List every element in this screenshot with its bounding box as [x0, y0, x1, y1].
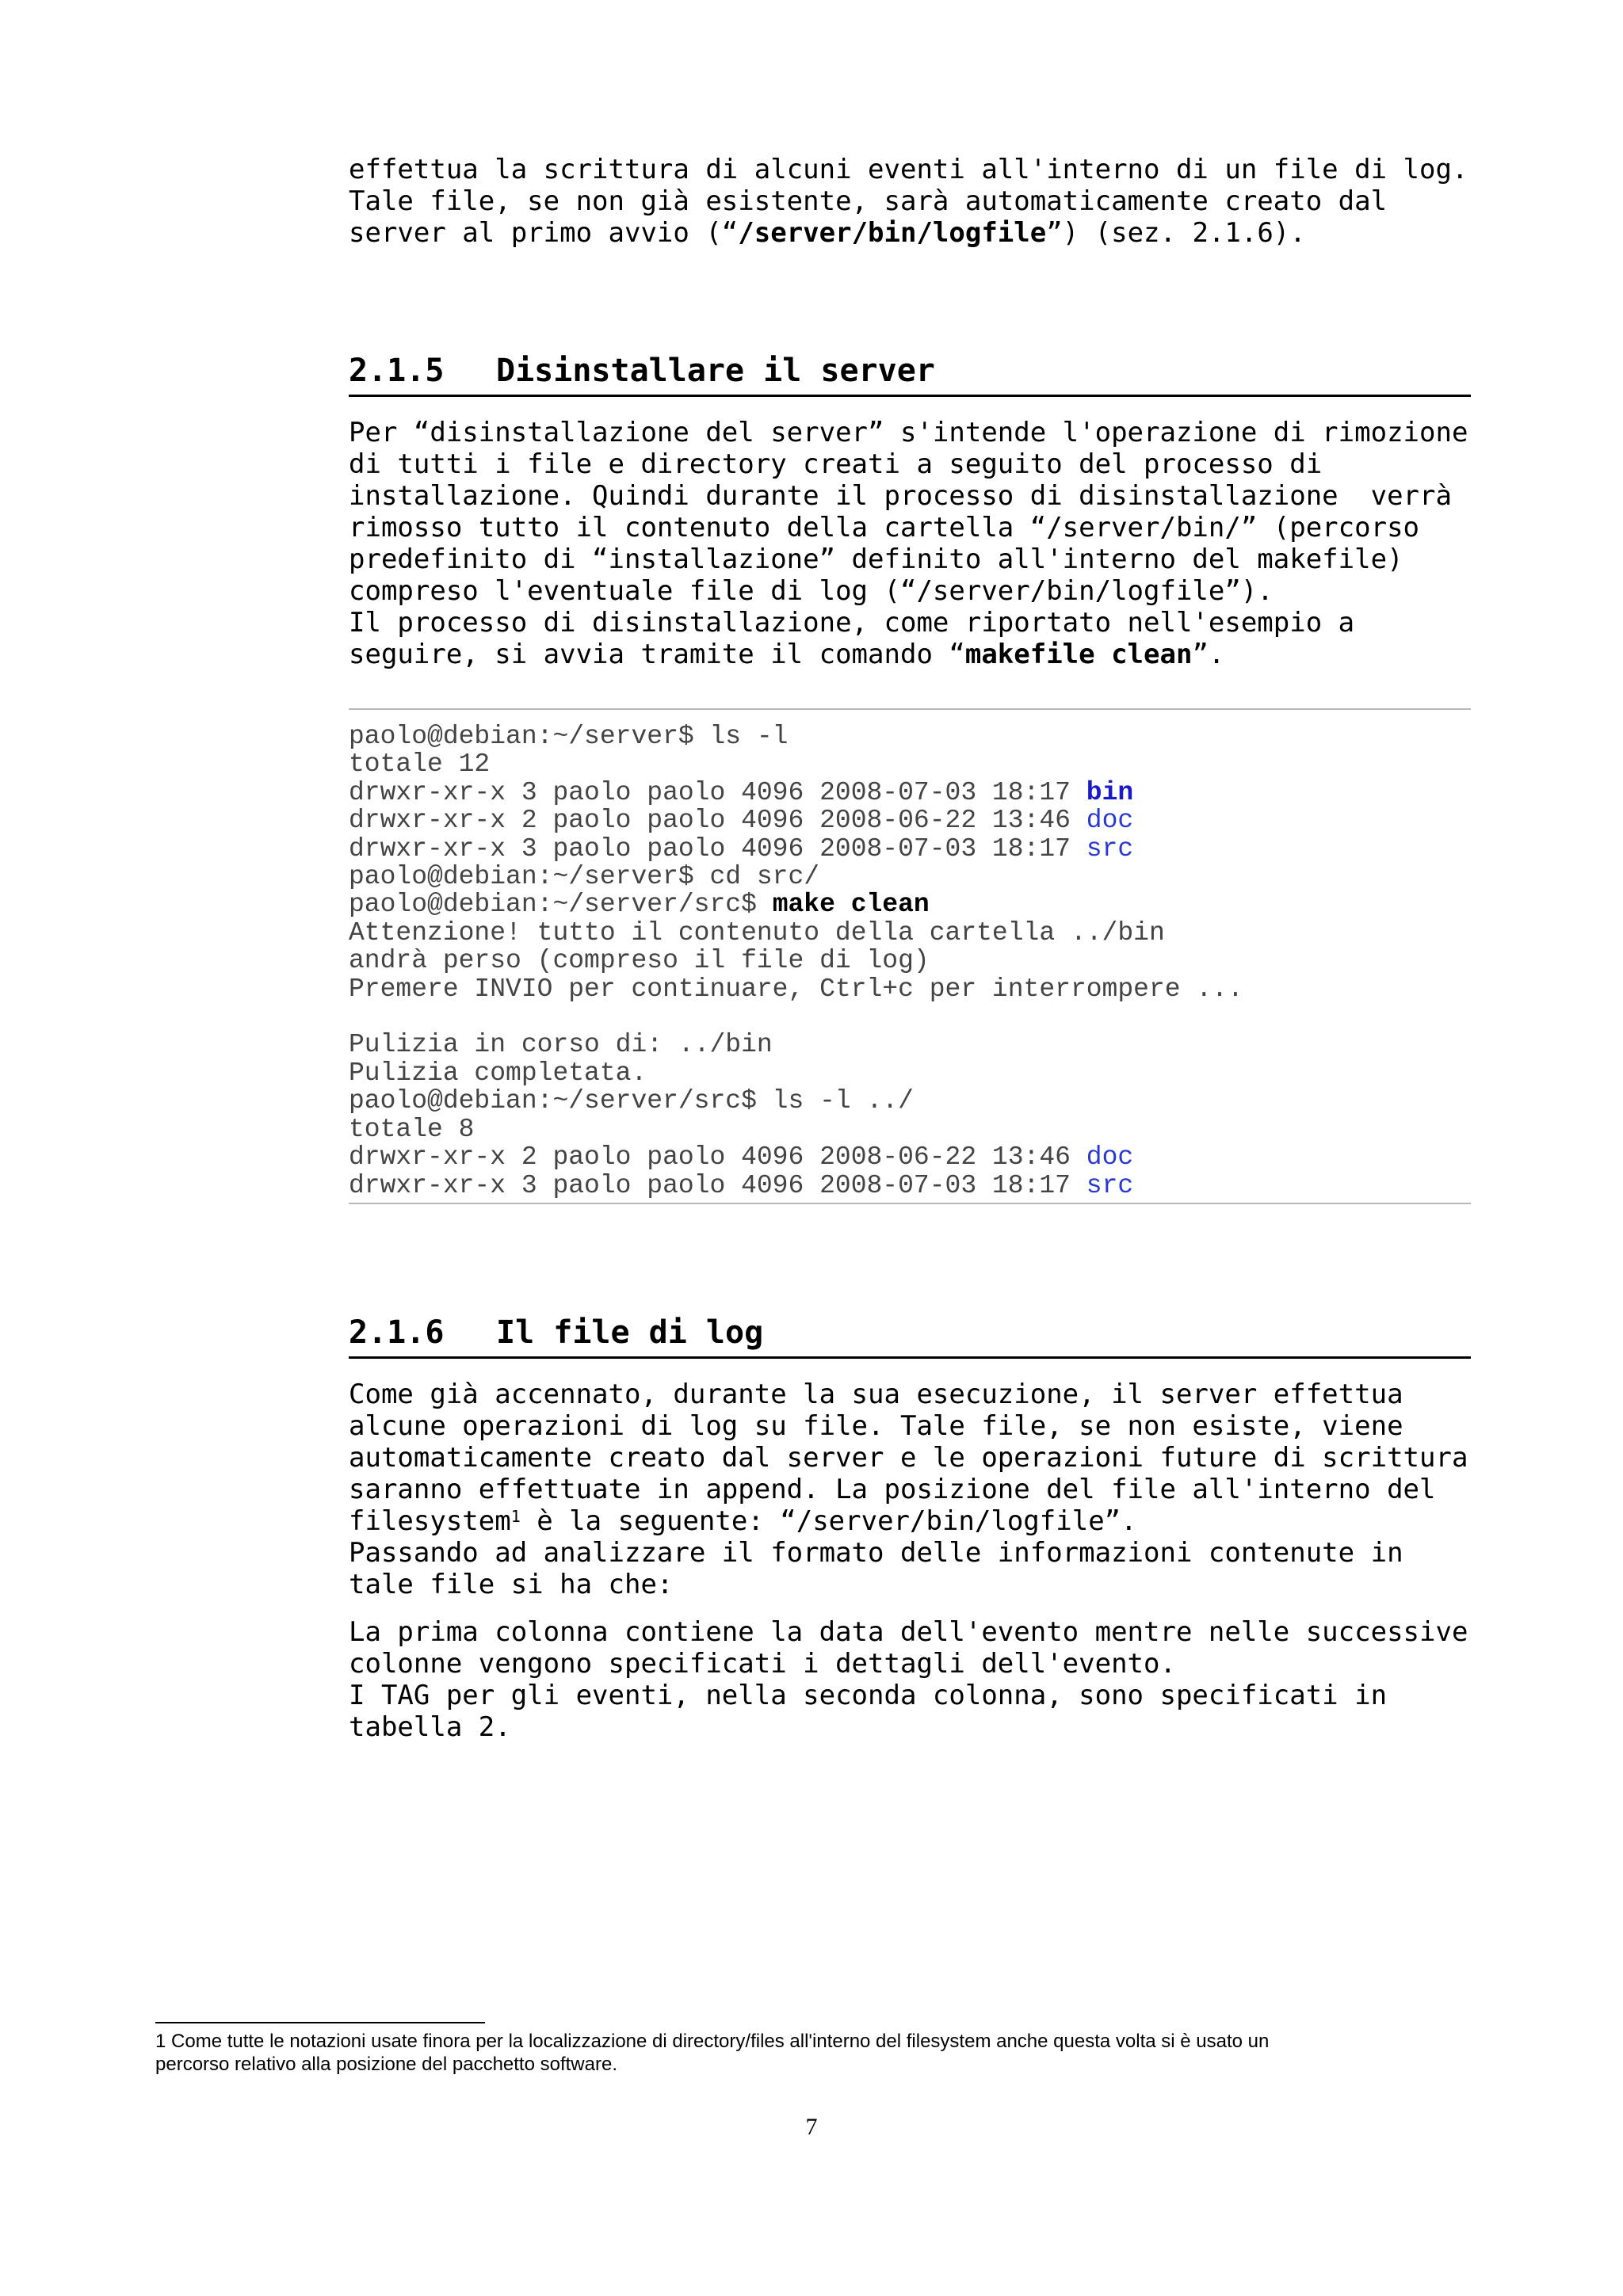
- section-title: Il file di log: [496, 1314, 764, 1351]
- listing-prefix: drwxr-xr-x 3 paolo paolo 4096 2008-07-03 18:17: [349, 1170, 1086, 1200]
- terminal-line: totale 12: [349, 749, 491, 780]
- directory-name-src: src: [1086, 1170, 1134, 1200]
- intro-line-2: Tale file, se non già esistente, sarà automaticamente creato dal: [349, 185, 1388, 217]
- intro-paragraph: [349, 154, 1474, 249]
- directory-name-bin: bin: [1086, 777, 1134, 807]
- section-2-1-6-paragraph-2: [349, 1616, 1474, 1743]
- listing-prefix: drwxr-xr-x 3 paolo paolo 4096 2008-07-03 18:17: [349, 833, 1086, 864]
- paragraph-line: Il processo di disinstallazione, come riportato nell'esempio a: [349, 607, 1355, 639]
- paragraph-line: Passando ad analizzare il formato delle informazioni contenute in: [349, 1537, 1403, 1569]
- footnote-line: 1 Come tutte le notazioni usate finora per la localizzazione di directory/files all'interno del filesystem anche questa volta si è usato un: [155, 2031, 1270, 2052]
- shell-prompt: paolo@debian:~/server/src$: [349, 890, 773, 920]
- listing-prefix: drwxr-xr-x 3 paolo paolo 4096 2008-07-03 18:17: [349, 777, 1086, 807]
- terminal-blank-line: [349, 1003, 1471, 1031]
- terminal-line: [349, 779, 1471, 807]
- terminal-line: Attenzione! tutto il contenuto della cartella ../bin: [349, 917, 1165, 948]
- paragraph-line: tabella 2.: [349, 1711, 511, 1743]
- directory-name-doc: doc: [1086, 806, 1134, 836]
- terminal-example: [349, 708, 1471, 1204]
- terminal-line: [349, 1143, 1471, 1171]
- directory-name-src: src: [1086, 833, 1134, 864]
- paragraph-line-pre: filesystem: [349, 1505, 511, 1537]
- paragraph-line: compreso l'eventuale file di log (“/server/bin/logfile”).: [349, 575, 1274, 607]
- terminal-line: paolo@debian:~/server$ cd src/: [349, 862, 820, 892]
- terminal-line: [349, 1172, 1471, 1199]
- terminal-line: Premere INVIO per continuare, Ctrl+c per interrompere ...: [349, 974, 1243, 1004]
- section-number: 2.1.5: [349, 353, 445, 389]
- paragraph-line: alcune operazioni di log su file. Tale file, se non esiste, viene: [349, 1410, 1403, 1442]
- intro-line-3-pre: server al primo avvio (“: [349, 217, 739, 249]
- paragraph-line: tale file si ha che:: [349, 1569, 674, 1600]
- intro-line-1: effettua la scrittura di alcuni eventi all'interno di un file di log.: [349, 154, 1468, 185]
- section-2-1-5-paragraph: [349, 417, 1474, 670]
- intro-line-3-path: /server/bin/logfile: [738, 217, 1047, 249]
- terminal-line: [349, 835, 1471, 863]
- listing-prefix: drwxr-xr-x 2 paolo paolo 4096 2008-06-22 13:46: [349, 1142, 1086, 1173]
- listing-prefix: drwxr-xr-x 2 paolo paolo 4096 2008-06-22 13:46: [349, 806, 1086, 836]
- footnote-line: percorso relativo alla posizione del pacchetto software.: [155, 2054, 617, 2075]
- terminal-line: Pulizia in corso di: ../bin: [349, 1030, 773, 1060]
- terminal-line: Pulizia completata.: [349, 1058, 647, 1088]
- paragraph-line: I TAG per gli eventi, nella seconda colonna, sono specificati in: [349, 1680, 1388, 1711]
- paragraph-line: Come già accennato, durante la sua esecuzione, il server effettua: [349, 1379, 1403, 1410]
- paragraph-line: saranno effettuate in append. La posizione del file all'interno del: [349, 1474, 1436, 1505]
- footnote-reference[interactable]: 1: [510, 1507, 521, 1526]
- paragraph-line: predefinito di “installazione” definito all'interno del makefile): [349, 543, 1403, 575]
- page-number: 7: [805, 2114, 818, 2140]
- terminal-line: [349, 891, 1471, 918]
- command-make-clean: make clean: [772, 890, 930, 920]
- terminal-line: andrà perso (compreso il file di log): [349, 946, 930, 976]
- footnote-separator: [155, 2022, 485, 2023]
- paragraph-line-pre: seguire, si avvia tramite il comando “: [349, 639, 965, 670]
- paragraph-line: Per “disinstallazione del server” s'intende l'operazione di rimozione: [349, 417, 1468, 448]
- section-title: Disinstallare il server: [496, 353, 935, 389]
- paragraph-line-post: ”.: [1192, 639, 1225, 670]
- section-heading-2-1-6: [349, 1314, 1471, 1359]
- intro-line-3-post: ”) (sez. 2.1.6).: [1046, 217, 1306, 249]
- paragraph-line: colonne vengono specificati i dettagli dell'evento.: [349, 1648, 1176, 1680]
- terminal-line: paolo@debian:~/server$ ls -l: [349, 722, 789, 751]
- paragraph-line: rimosso tutto il contenuto della cartella “/server/bin/” (percorso: [349, 512, 1420, 543]
- section-number: 2.1.6: [349, 1314, 445, 1351]
- section-2-1-6-paragraph-1: [349, 1379, 1474, 1600]
- paragraph-line-post: è la seguente: “/server/bin/logfile”.: [520, 1505, 1137, 1537]
- footnote: [155, 2030, 1503, 2076]
- command-makefile-clean: makefile clean: [964, 639, 1193, 670]
- section-heading-2-1-5: [349, 352, 1471, 397]
- directory-name-doc: doc: [1086, 1142, 1134, 1173]
- paragraph-line: automaticamente creato dal server e le operazioni future di scrittura: [349, 1442, 1468, 1474]
- terminal-line: [349, 807, 1471, 834]
- paragraph-line: La prima colonna contiene la data dell'evento mentre nelle successive: [349, 1616, 1468, 1648]
- paragraph-line: di tutti i file e directory creati a seguito del processo di: [349, 448, 1323, 480]
- paragraph-line: installazione. Quindi durante il processo di disinstallazione verrà: [349, 480, 1452, 512]
- terminal-line: paolo@debian:~/server/src$ ls -l ../: [349, 1086, 914, 1116]
- terminal-line: totale 8: [349, 1114, 475, 1144]
